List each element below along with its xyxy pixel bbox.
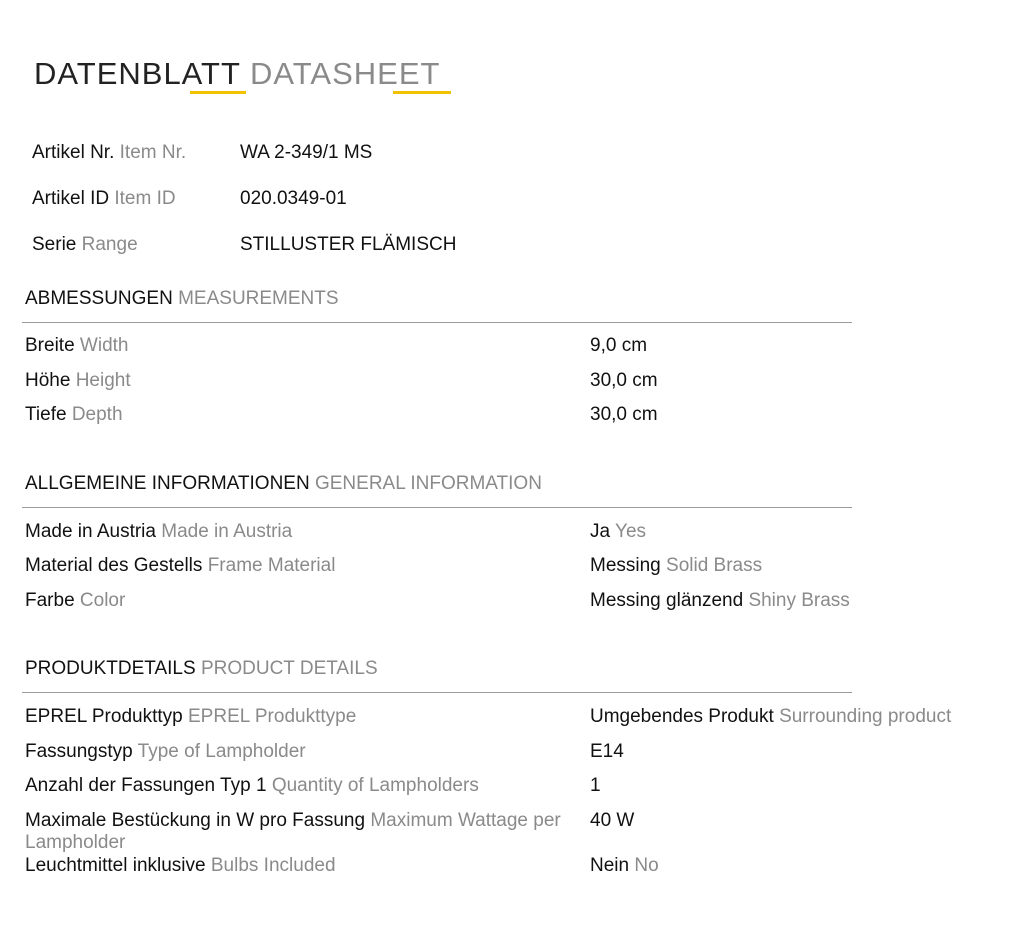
label-en: Item Nr. <box>119 142 187 163</box>
label-de: Material des Gestells <box>25 555 203 576</box>
label-en: Range <box>81 234 138 255</box>
value-de: Nein <box>590 855 630 876</box>
row-label-max-wattage <box>25 810 570 854</box>
value-de: 30,0 cm <box>590 404 658 425</box>
section-title-en: PRODUCT DETAILS <box>200 658 378 679</box>
row-value-width <box>590 335 647 357</box>
value-de: Ja <box>590 521 611 542</box>
section-title-product-details <box>25 658 378 680</box>
section-title-en: GENERAL INFORMATION <box>314 473 542 494</box>
title-underline-accent <box>190 91 246 94</box>
row-label-lampholder-type <box>25 741 570 763</box>
value-de: E14 <box>590 741 624 762</box>
label-en: Bulbs Included <box>210 855 336 876</box>
label-en: Width <box>79 335 129 356</box>
value-de: Messing <box>590 555 661 576</box>
article-value: WA 2-349/1 MS <box>240 142 373 163</box>
section-divider <box>22 322 852 323</box>
section-divider <box>22 507 852 508</box>
row-label-lampholder-quantity <box>25 775 570 797</box>
label-en: EPREL Produkttype <box>188 706 357 727</box>
label-en: Depth <box>71 404 123 425</box>
row-label-eprel-type <box>25 706 570 728</box>
value-de: 9,0 cm <box>590 335 648 356</box>
row-label-bulbs-included <box>25 855 570 877</box>
value-de: 30,0 cm <box>590 370 658 391</box>
title-underline-accent <box>393 91 451 94</box>
value-de: 40 W <box>590 810 635 831</box>
row-value-frame-material <box>590 555 762 577</box>
row-label-frame-material <box>25 555 570 577</box>
value-en: Yes <box>615 521 647 542</box>
article-value: 020.0349-01 <box>240 188 347 209</box>
label-de: Made in Austria <box>25 521 156 542</box>
section-divider <box>22 692 852 693</box>
value-en: Shiny Brass <box>748 590 850 611</box>
value-en: Solid Brass <box>666 555 763 576</box>
label-de: Artikel ID <box>32 188 110 209</box>
label-de: Maximale Bestückung in W pro Fassung <box>25 810 366 831</box>
row-label-width <box>25 335 570 357</box>
article-row-item-id <box>32 188 347 210</box>
label-en: Made in Austria <box>161 521 293 542</box>
label-en: Item ID <box>114 188 176 209</box>
page-title-en: DATASHEET <box>250 56 441 91</box>
label-de: Tiefe <box>25 404 67 425</box>
row-value-eprel-type <box>590 706 951 728</box>
row-label-depth <box>25 404 570 426</box>
value-de: Messing glänzend <box>590 590 744 611</box>
label-en: Color <box>79 590 126 611</box>
article-row-item-nr <box>32 142 373 164</box>
label-de: EPREL Produkttyp <box>25 706 183 727</box>
label-de: Leuchtmittel inklusive <box>25 855 206 876</box>
value-de: 1 <box>590 775 601 796</box>
label-en: Frame Material <box>207 555 336 576</box>
label-de: Serie <box>32 234 77 255</box>
label-en: Maximum Wattage per Lampholder <box>25 810 561 853</box>
section-title-measurements <box>25 288 339 310</box>
row-label-color <box>25 590 570 612</box>
row-value-made-in-austria <box>590 521 646 543</box>
row-label-height <box>25 370 570 392</box>
row-value-color <box>590 590 850 612</box>
section-title-en: MEASUREMENTS <box>178 288 339 309</box>
label-de: Farbe <box>25 590 75 611</box>
label-en: Type of Lampholder <box>137 741 306 762</box>
label-de: Breite <box>25 335 75 356</box>
label-de: Fassungstyp <box>25 741 133 762</box>
article-row-range <box>32 234 457 256</box>
row-value-lampholder-type <box>590 741 624 763</box>
row-value-bulbs-included <box>590 855 659 877</box>
value-en: Surrounding product <box>779 706 952 727</box>
label-de: Artikel Nr. <box>32 142 115 163</box>
label-en: Quantity of Lampholders <box>271 775 479 796</box>
label-en: Height <box>75 370 131 391</box>
label-de: Höhe <box>25 370 71 391</box>
value-en: No <box>634 855 659 876</box>
row-value-depth <box>590 404 658 426</box>
article-value: STILLUSTER FLÄMISCH <box>240 234 457 255</box>
value-de: Umgebendes Produkt <box>590 706 774 727</box>
row-label-made-in-austria <box>25 521 570 543</box>
section-title-de: PRODUKTDETAILS <box>25 658 196 679</box>
page-title <box>34 55 440 93</box>
section-title-de: ALLGEMEINE INFORMATIONEN <box>25 473 310 494</box>
label-de: Anzahl der Fassungen Typ 1 <box>25 775 267 796</box>
section-title-general <box>25 473 542 495</box>
row-value-height <box>590 370 658 392</box>
page-title-de: DATENBLATT <box>34 56 241 91</box>
row-value-lampholder-quantity <box>590 775 601 797</box>
section-title-de: ABMESSUNGEN <box>25 288 173 309</box>
row-value-max-wattage <box>590 810 634 832</box>
